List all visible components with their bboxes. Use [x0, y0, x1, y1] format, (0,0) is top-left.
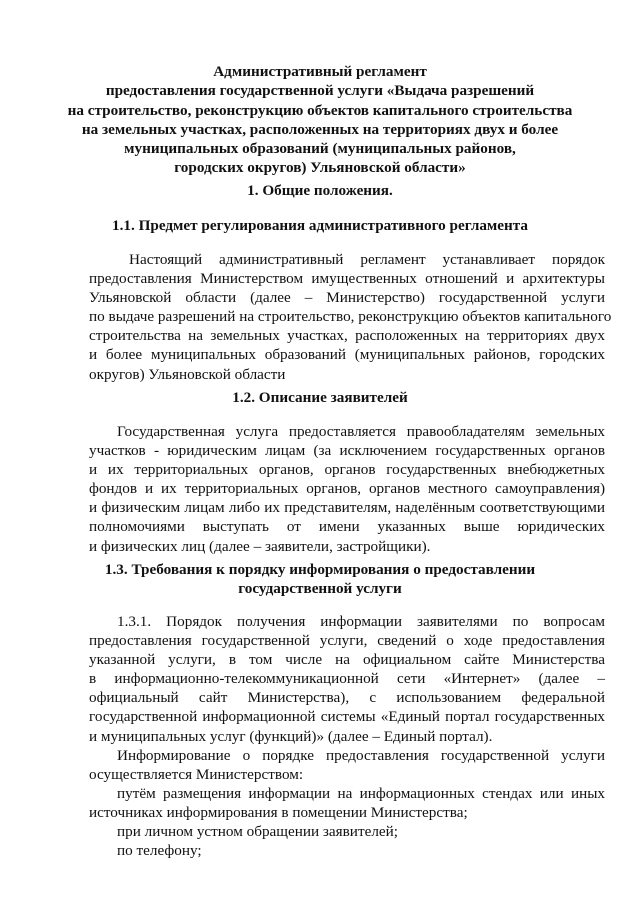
document-title	[60, 62, 580, 178]
heading-line: 1.3. Требования к порядку информирования о предоставлении	[104, 561, 536, 578]
text-line: и более муниципальных образований (муниципальных районов, городских	[89, 346, 605, 364]
text-line: Настоящий административный регламент устанавливает порядок	[129, 251, 605, 268]
text-line: округов) Ульяновской области	[89, 365, 286, 383]
section-1-2-paragraph	[89, 422, 605, 556]
title-line: муниципальных образований (муниципальных районов,	[124, 140, 516, 158]
text-line: указанной услуги, в том числе на официальном сайте Министерства	[89, 651, 605, 669]
section-1-2-heading: 1.2. Описание заявителей	[232, 389, 408, 406]
text-line: предоставления государственной услуги, сведений о ходе предоставления	[89, 632, 605, 650]
text-line: 1.3.1. Порядок получения информации заявителями по вопросам	[117, 613, 605, 630]
text-line: по телефону;	[117, 842, 202, 860]
text-line: по выдаче разрешений на строительство, реконструкцию объектов капитального	[89, 308, 612, 326]
heading-line: государственной услуги	[238, 580, 402, 598]
text-line: полномочиями выступать от имени указанных выше юридических	[89, 518, 605, 536]
text-line: официальный сайт Министерства), с использованием федеральной	[89, 689, 605, 707]
title-line: городских округов) Ульяновской области»	[174, 159, 466, 177]
text-line: при личном устном обращении заявителей;	[117, 823, 398, 841]
text-line: в информационно-телекоммуникационной сети «Интернет» (далее –	[89, 670, 605, 688]
text-line: Информирование о порядке предоставления государственной услуги	[117, 746, 605, 764]
text-line: и их территориальных органов, органов государственных внебюджетных	[89, 461, 605, 479]
section-1-heading: 1. Общие положения.	[247, 182, 393, 199]
title-line: Административный регламент	[213, 63, 427, 80]
text-line: и муниципальных услуг (функций)» (далее – Единый портал).	[89, 727, 493, 745]
title-line: на строительство, реконструкцию объектов капитального строительства	[67, 101, 573, 119]
text-line: Ульяновской области (далее – Министерство) государственной услуги	[89, 289, 605, 307]
text-line: Государственная услуга предоставляется правообладателям земельных	[117, 423, 605, 440]
text-line: путём размещения информации на информационных стендах или иных	[117, 784, 605, 802]
title-line: предоставления государственной услуги «Выдача разрешений	[105, 82, 535, 100]
text-line: и физическим лицам либо их представителям, наделённым соответствующими	[89, 499, 605, 517]
section-1-1-paragraph	[89, 250, 612, 384]
text-line: строительства на земельных участках, расположенных на территориях двух	[89, 327, 605, 345]
text-line: фондов и их территориальных органов, органов местного самоуправления)	[89, 480, 605, 498]
text-line: осуществляется Министерством:	[89, 765, 304, 783]
text-line: и физических лиц (далее – заявители, застройщики).	[89, 537, 431, 555]
title-line: на земельных участках, расположенных на территориях двух и более	[81, 120, 559, 138]
text-line: предоставления Министерством имущественных отношений и архитектуры	[89, 270, 605, 288]
section-1-3-paragraphs	[89, 612, 605, 860]
text-line: государственной информационной системы «Единый портал государственных	[89, 708, 605, 726]
section-1-1-heading: 1.1. Предмет регулирования административного регламента	[111, 217, 529, 234]
text-line: источниках информирования в помещении Министерства;	[89, 803, 468, 821]
text-line: участков - юридическим лицам (за исключением государственных органов	[89, 442, 605, 460]
section-1-3-heading	[60, 560, 580, 599]
